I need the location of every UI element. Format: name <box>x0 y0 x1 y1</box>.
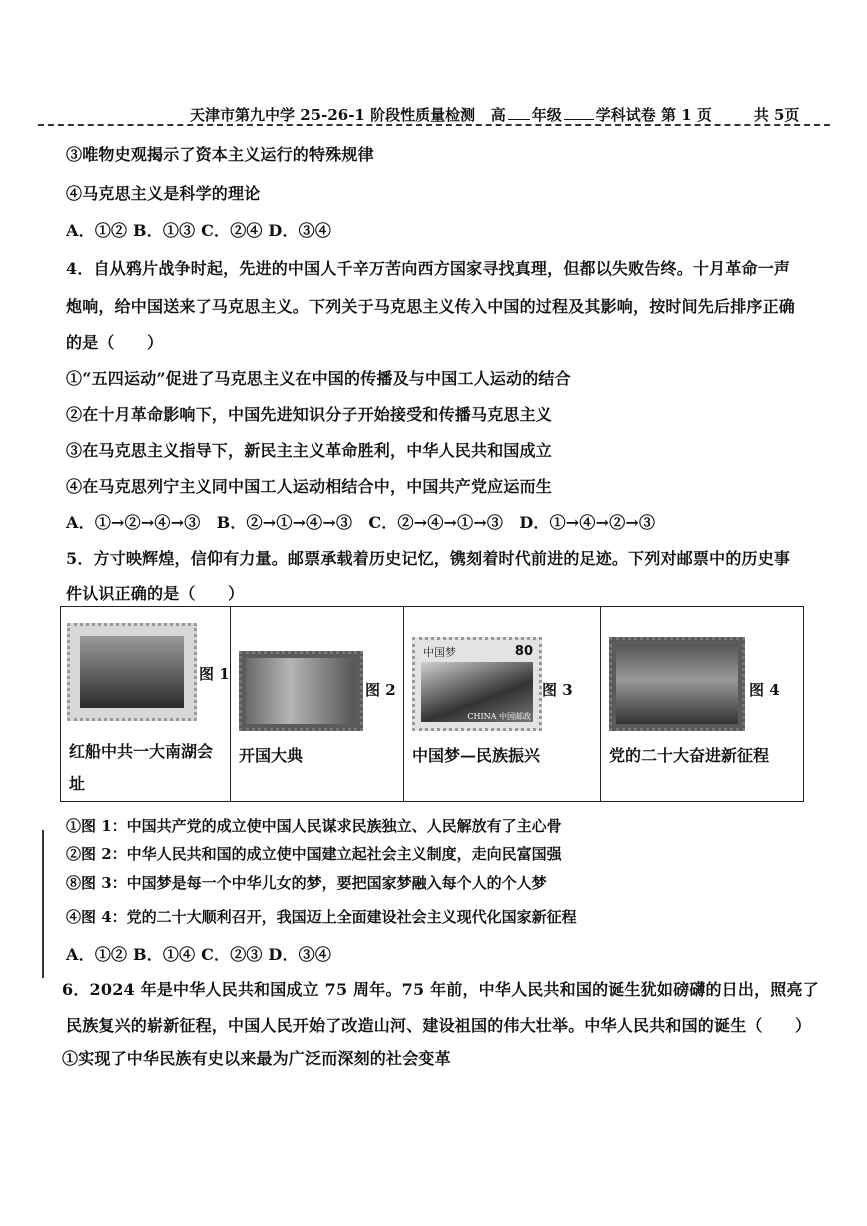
stamp-table <box>60 606 804 802</box>
stamp-caption: 党的二十大奋进新征程 <box>609 746 770 765</box>
stamp-cell-1 <box>61 607 231 801</box>
option-line: ③在马克思主义指导下，新民主主义革命胜利，中华人民共和国成立 <box>66 441 553 460</box>
stamp-caption: 开国大典 <box>239 746 304 765</box>
stamp-title: 中国梦 <box>423 646 456 659</box>
twentieth-congress-stamp-icon <box>609 637 745 731</box>
page-header <box>190 104 799 125</box>
question-5: 5．方寸映辉煌，信仰有力量。邮票承载着历史记忆，镌刻着时代前进的足迹。下列对邮票中的历史事 <box>66 549 791 568</box>
statement: ②图 2：中华人民共和国的成立使中国建立起社会主义制度，走向民富国强 <box>66 845 562 863</box>
text-line: 民族复兴的崭新征程，中国人民开始了改造山河、建设祖国的伟大壮举。中华人民共和国的诞生（ ） <box>66 1016 812 1035</box>
text-line: 的是（ ） <box>66 333 164 352</box>
total-pages: 共 5页 <box>753 106 800 124</box>
subject-blank <box>564 107 594 120</box>
text-line: 件认识正确的是（ ） <box>66 584 245 603</box>
chinese-dream-stamp-icon <box>412 637 542 731</box>
question-4: 4．自从鸦片战争时起，先进的中国人千辛万苦向西方国家寻找真理，但都以失败告终。十月革命一声 <box>66 259 791 278</box>
stamp-cell-2 <box>231 607 404 801</box>
text-line: ④马克思主义是科学的理论 <box>66 184 261 203</box>
statement: ⑧图 3：中国梦是每一个中华儿女的梦，要把国家梦融入每个人的个人梦 <box>66 874 547 892</box>
school-exam-title: 天津市第九中学 25-26-1 阶段性质量检测 <box>190 106 476 124</box>
text-line: ③唯物史观揭示了资本主义运行的特殊规律 <box>66 145 374 164</box>
stamp-caption: 址 <box>69 774 86 793</box>
figure-label: 图 3 <box>542 681 573 699</box>
option-line: ①“五四运动”促进了马克思主义在中国的传播及与中国工人运动的结合 <box>66 369 571 388</box>
margin-mark <box>42 830 44 978</box>
answer-line: A．①② B．①④ C．②③ D．③④ <box>66 945 332 964</box>
stamp-cell-4 <box>601 607 802 801</box>
grade-blank <box>508 107 530 120</box>
text-line: 炮响，给中国送来了马克思主义。下列关于马克思主义传入中国的过程及其影响，按时间先后排序正确 <box>66 297 796 316</box>
question-6: 6．2024 年是中华人民共和国成立 75 周年。75 年前，中华人民共和国的诞生犹如磅礴的日出，照亮了 <box>62 980 819 999</box>
founding-ceremony-stamp-icon <box>239 651 363 731</box>
red-boat-stamp-icon <box>67 623 197 721</box>
stamp-cell-3 <box>404 607 601 801</box>
stamp-country: CHINA 中国邮政 <box>467 712 531 721</box>
figure-label: 图 2 <box>365 681 396 699</box>
subject-suffix: 学科试卷 <box>595 106 656 124</box>
text-line: A．①② B．①③ C．②④ D．③④ <box>66 221 332 240</box>
stamp-caption: 中国梦—民族振兴 <box>412 746 541 765</box>
statement: ①图 1：中国共产党的成立使中国人民谋求民族独立、人民解放有了主心骨 <box>66 817 562 835</box>
grade-suffix: 年级 <box>531 106 562 124</box>
option-line: ②在十月革命影响下，中国先进知识分子开始接受和传播马克思主义 <box>66 405 553 424</box>
statement: ④图 4：党的二十大顺利召开，我国迈上全面建设社会主义现代化国家新征程 <box>66 908 577 926</box>
stamp-caption: 红船中共一大南湖会 <box>69 742 214 761</box>
option-line: ④在马克思列宁主义同中国工人运动相结合中，中国共产党应运而生 <box>66 477 553 496</box>
figure-label: 图 1 <box>199 665 230 683</box>
option-line: ①实现了中华民族有史以来最为广泛而深刻的社会变革 <box>62 1049 451 1068</box>
answer-line: A．①→②→④→③ B．②→①→④→③ C．②→④→①→③ D．①→④→②→③ <box>66 513 656 532</box>
figure-label: 图 4 <box>749 681 780 699</box>
page-number: 第 1 页 <box>661 106 712 124</box>
grade-prefix: 高 <box>490 106 506 124</box>
header-divider <box>38 124 830 126</box>
stamp-denomination: 80 <box>514 644 533 659</box>
